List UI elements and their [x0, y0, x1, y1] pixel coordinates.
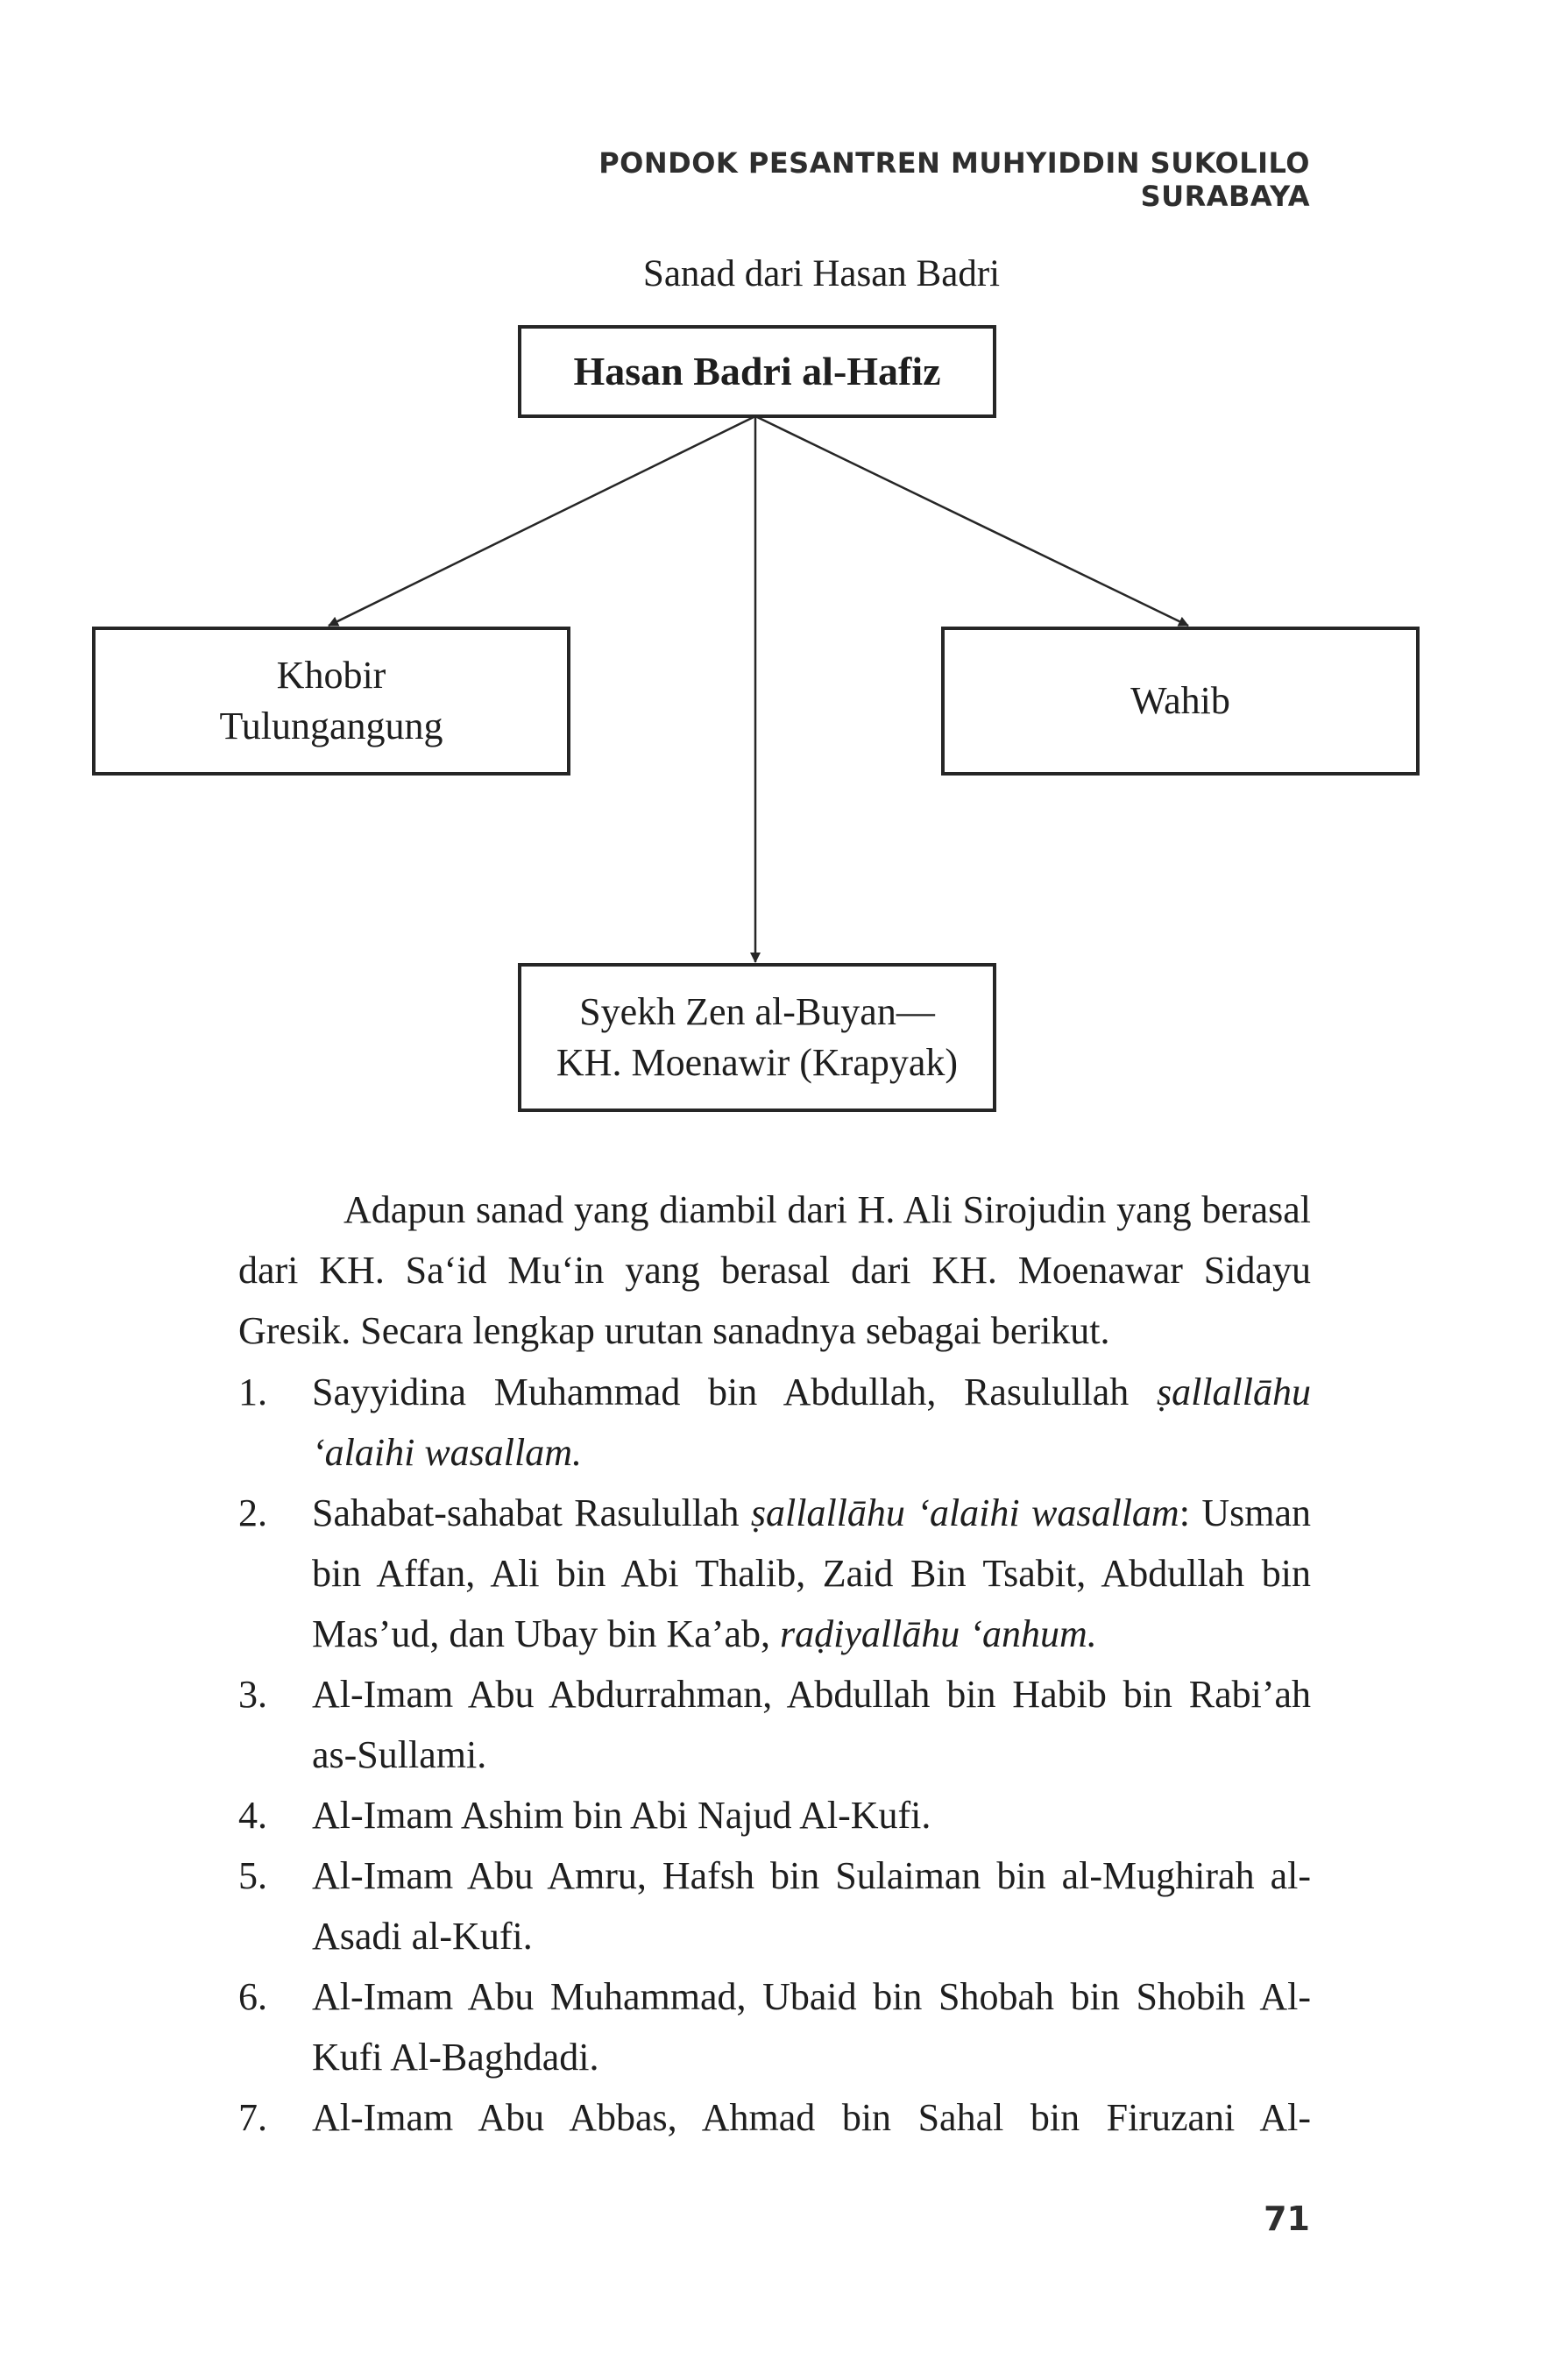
list-item-text: Al-Imam Abu Amru, Hafsh bin Sulaiman bin al-Mughirah al-Asadi al-Kufi.: [312, 1854, 1311, 1958]
node-bottom-line1: Syekh Zen al-Buyan—: [579, 990, 935, 1033]
list-item-text: Al-Imam Abu Abdurrahman, Abdullah bin Habib bin Rabi’ah as-Sullami.: [312, 1673, 1311, 1776]
list-item-text: Al-Imam Ashim bin Abi Najud Al-Kufi.: [312, 1794, 931, 1837]
node-bottom-line2: KH. Moenawir (Krapyak): [556, 1041, 959, 1084]
list-item-number: 6.: [238, 1975, 267, 2018]
intro-paragraph: Adapun sanad yang diambil dari H. Ali Sirojudin yang berasal dari KH. Sa‘id Mu‘in yang berasal dari KH. Moenawar Sidayu Gresik. Secara lengkap urutan sanadnya sebagai berikut.: [238, 1188, 1311, 1352]
diagram-title: Sanad dari Hasan Badri: [642, 253, 1001, 294]
list-item-italic: ṣallallāhu ‘alaihi wasallam: [750, 1491, 1179, 1534]
arrow-to-right: [755, 416, 1188, 626]
list-item: [238, 1664, 1311, 1785]
list-item: [238, 1483, 1311, 1664]
list-item-text: Sayyidina Muhammad bin Abdullah, Rasulullah: [312, 1371, 1157, 1413]
list-item-number: 4.: [238, 1794, 267, 1837]
list-item: [238, 1785, 1311, 1845]
list-item-number: 2.: [238, 1491, 267, 1534]
list-item-italic: ṣallallāhu ‘alaihi wasallam.: [312, 1371, 1311, 1474]
list-item: [238, 1362, 1311, 1483]
list-item-number: 3.: [238, 1673, 267, 1716]
page-number: 71: [1264, 2199, 1310, 2238]
list-item: [238, 1966, 1311, 2087]
list-item-text: Sahabat-sahabat Rasulullah: [312, 1491, 751, 1534]
list-item-text-cont: : Usman bin Affan, Ali bin Abi Thalib, Zaid Bin Tsabit, Abdullah bin Mas’ud, dan Ubay bin Ka’ab,: [312, 1491, 1311, 1655]
node-left-line2: Tulungangung: [219, 705, 443, 747]
list-item-text: Al-Imam Abu Muhammad, Ubaid bin Shobah bin Shobih Al-Kufi Al-Baghdadi.: [312, 1975, 1311, 2079]
list-item-number: 7.: [238, 2096, 267, 2139]
node-bottom: [518, 963, 996, 1112]
list-item: [238, 2087, 1311, 2148]
node-right-label: Wahib: [1130, 679, 1230, 722]
running-header: PONDOK PESANTREN MUHYIDDIN SUKOLILO SURABAYA: [598, 146, 1310, 213]
node-root-label: Hasan Badri al-Hafiz: [573, 349, 941, 393]
sanad-list: [238, 1362, 1311, 2148]
list-item-number: 1.: [238, 1371, 267, 1413]
list-item-text: Al-Imam Abu Abbas, Ahmad bin Sahal bin Firuzani Al-: [312, 2096, 1311, 2139]
list-item-number: 5.: [238, 1854, 267, 1897]
node-right: [941, 627, 1420, 776]
node-left-line1: Khobir: [276, 654, 386, 697]
list-item: [238, 1845, 1311, 1966]
list-item-italic-2: raḍiyallāhu ‘anhum.: [779, 1612, 1097, 1655]
node-left: [92, 627, 570, 776]
arrow-to-left: [329, 416, 755, 626]
node-root: [518, 325, 996, 418]
